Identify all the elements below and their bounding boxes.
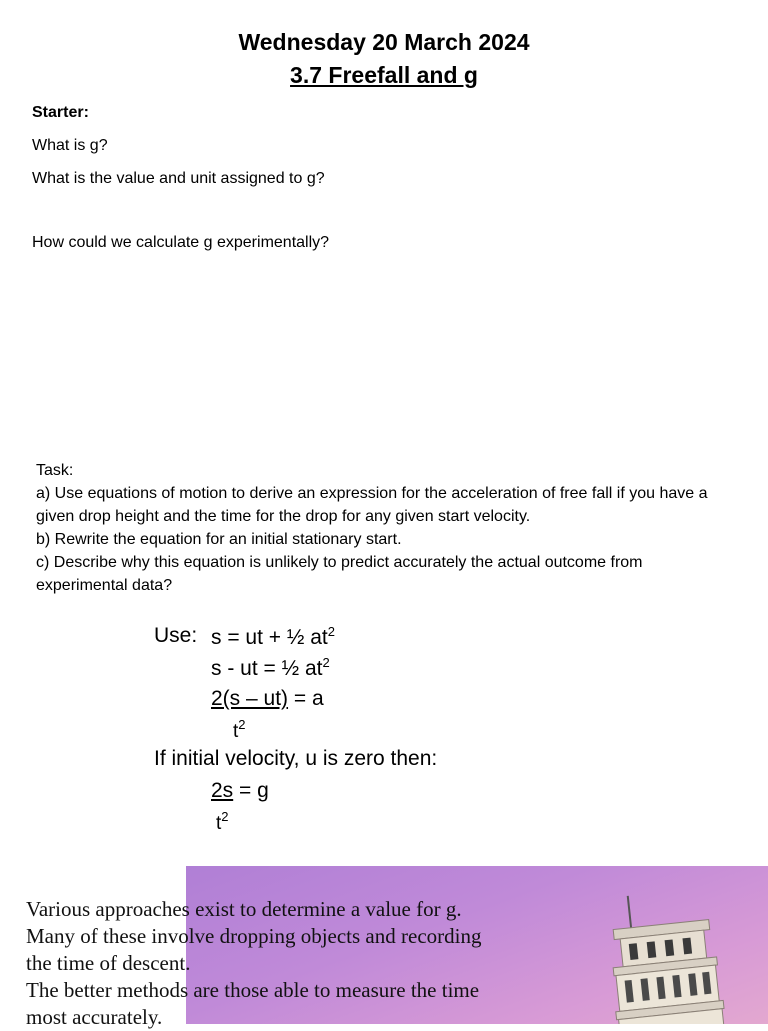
- paragraph-line-2: Many of these involve dropping objects and recording: [26, 924, 482, 948]
- task-part-b: b) Rewrite the equation for an initial stationary start.: [36, 531, 402, 548]
- paragraph-line-5: most accurately.: [26, 1005, 163, 1029]
- lesson-title-text: 3.7 Freefall and g: [290, 62, 478, 88]
- equation-line-1-text: s = ut + ½ at: [211, 626, 328, 649]
- equation-line-1: [211, 624, 335, 650]
- equation-line-1-exponent: 2: [327, 624, 335, 639]
- equation-line-2: [211, 655, 330, 681]
- equation-line-4-den-text: t: [216, 813, 222, 834]
- equation-line-3-numerator: 2(s – ut): [211, 687, 289, 710]
- task-block: [36, 459, 736, 597]
- starter-question-3: How could we calculate g experimentally?: [32, 234, 330, 251]
- equation-line-2-exponent: 2: [322, 655, 330, 670]
- equation-line-4-result: = g: [233, 779, 269, 802]
- equation-line-4: [211, 779, 269, 803]
- equation-line-3-den-exponent: 2: [238, 717, 246, 732]
- use-label: Use:: [154, 624, 198, 647]
- lesson-title: [0, 62, 768, 89]
- starter-question-2: What is the value and unit assigned to g?: [32, 170, 325, 187]
- paragraph-line-4: The better methods are those able to measure the time: [26, 978, 480, 1002]
- equation-line-3-denominator: [233, 717, 246, 743]
- task-label: Task:: [36, 462, 74, 479]
- lesson-date: Wednesday 20 March 2024: [238, 29, 530, 55]
- equation-line-2-text: s - ut = ½ at: [211, 657, 323, 680]
- task-part-a: a) Use equations of motion to derive an expression for the acceleration of free fall if you have a given drop height and the time for the drop for any given start velocity.: [36, 485, 708, 525]
- equation-line-3-result: = a: [288, 687, 324, 710]
- starter-label: Starter:: [32, 104, 89, 121]
- zero-velocity-text: If initial velocity, u is zero then:: [154, 747, 438, 770]
- leaning-tower-icon: [602, 890, 742, 1024]
- paragraph-line-3: the time of descent.: [26, 951, 191, 975]
- methods-paragraph: [26, 896, 536, 1031]
- equation-line-4-denominator: [216, 809, 229, 835]
- equation-line-4-numerator: 2s: [211, 779, 234, 802]
- equation-line-3-den-text: t: [233, 721, 239, 742]
- paragraph-line-1: Various approaches exist to determine a value for g.: [26, 897, 462, 921]
- task-part-c: c) Describe why this equation is unlikely to predict accurately the actual outcome from experimental data?: [36, 554, 643, 594]
- equation-line-3: [211, 687, 324, 711]
- equation-line-4-den-exponent: 2: [221, 809, 229, 824]
- starter-question-1: What is g?: [32, 137, 108, 154]
